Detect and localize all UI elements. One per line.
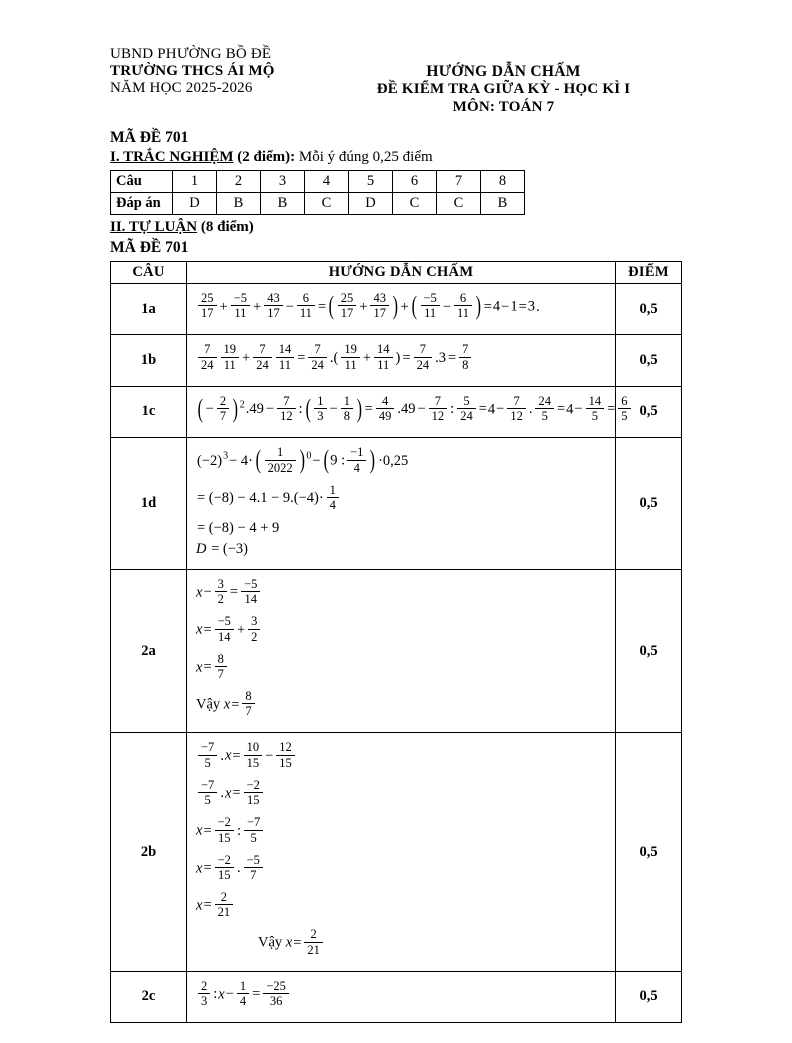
- table-row-questions: [111, 171, 525, 193]
- column-header-cau: CÂU: [111, 262, 187, 284]
- exam-code-2: MÃ ĐỀ 701: [110, 239, 189, 256]
- mc-answer-2: B: [217, 193, 261, 215]
- mc-question-6: 6: [393, 171, 437, 193]
- section-2-heading: [110, 219, 682, 236]
- math-expression-2b-line5: x= $\frac{2}{21}$: [196, 891, 609, 921]
- math-expression-2b-line3: x= $\frac{-2}{15}$ : $\frac{-7}{5}$: [196, 816, 609, 846]
- mc-question-2: 2: [217, 171, 261, 193]
- section-2-label: II. TỰ LUẬN: [110, 219, 198, 235]
- mc-answer-1: D: [173, 193, 217, 215]
- section-2-points: (8 điểm): [200, 219, 254, 235]
- math-expression-2a-line4: Vậy x= $\frac{8}{7}$: [196, 690, 609, 720]
- math-expression-1d-line4: D = (−3): [196, 541, 248, 558]
- table-row-answers: [111, 193, 525, 215]
- table-row: [111, 971, 682, 1022]
- mc-answer-8: B: [481, 193, 525, 215]
- math-expression-1b: $\frac{7}{24}$ $\frac{19}{11}$ + $\frac{7}{24}$ $\frac{14}{11}$ = $\frac{7}{24}$ .( $\frac{19}{11}$ + $\frac{14}{11}$ ) = $\frac{7}{24}$ .3 = $\frac{7}{8}$: [196, 343, 609, 373]
- section-1-heading: [110, 149, 682, 166]
- row-score-1c: 0,5: [616, 386, 682, 437]
- exam-title: ĐỀ KIỂM TRA GIỮA KỲ - HỌC KÌ I: [376, 81, 631, 97]
- row-score-1b: 0,5: [616, 335, 682, 386]
- math-expression-2c-line1: $\frac{2}{3}$ :x− $\frac{1}{4}$ = $\frac{-25}{36}$: [196, 980, 609, 1010]
- mc-answer-4: C: [305, 193, 349, 215]
- row-work-1c: [187, 386, 628, 437]
- section-1-label: I. TRẮC NGHIỆM: [110, 149, 234, 165]
- math-expression-2b-line2: $\frac{-7}{5}$ .x= $\frac{-2}{15}$: [196, 779, 609, 809]
- math-expression-2b-line6: Vậy x= $\frac{2}{21}$: [196, 928, 609, 958]
- row-score-1d: 0,5: [616, 438, 682, 570]
- math-expression-1d-line2: = (−8) − 4.1 − 9.(−4)· $\frac{1}{4}$: [196, 484, 609, 514]
- mc-question-7: 7: [437, 171, 481, 193]
- row-score-2a: 0,5: [616, 569, 682, 733]
- table-row: [111, 438, 682, 570]
- math-expression-2a-line1: x− $\frac{3}{2}$ = $\frac{-5}{14}$: [196, 578, 609, 608]
- exam-code: MÃ ĐỀ 701: [110, 129, 189, 146]
- school-name: TRƯỜNG THCS ÁI MỘ: [110, 63, 275, 79]
- mc-question-1: 1: [173, 171, 217, 193]
- grading-table: [110, 261, 682, 1023]
- table-row: [111, 284, 682, 335]
- ward-name: UBND PHƯỜNG BỒ ĐỀ: [110, 46, 272, 62]
- mc-answer-3: B: [261, 193, 305, 215]
- math-expression-2b-line1: $\frac{-7}{5}$ .x= $\frac{10}{15}$ − $\frac{12}{15}$: [196, 741, 609, 771]
- row-label-1c: 1c: [111, 386, 187, 437]
- table-row: [111, 569, 682, 733]
- row-work-2a: [187, 569, 616, 733]
- mc-question-4: 4: [305, 171, 349, 193]
- row-work-1a: [187, 284, 616, 335]
- row-work-1b: [187, 335, 616, 386]
- school-block: [110, 63, 325, 97]
- math-expression-1a: $\frac{25}{17}$ + $\frac{-5}{11}$ + $\frac{43}{17}$ − $\frac{6}{11}$ = ( $\frac{25}{17}$ + $\frac{43}{17}$ ) + ( $\frac{-5}{11}$ − $\frac{6}{11}$ ) =4−1=3.: [196, 292, 609, 322]
- math-expression-1d-line1: $(-2)^3- 4\cdot$ ( $\frac{1}{2022}$ ) $^0$− ( 9 : $\frac{-1}{4}$ ) ·0,25: [197, 444, 409, 475]
- row-score-1a: 0,5: [616, 284, 682, 335]
- row-score-2c: 0,5: [616, 971, 682, 1022]
- grading-table-header: [111, 262, 682, 284]
- mc-row-label-question: Câu: [111, 171, 173, 193]
- guide-title: HƯỚNG DẪN CHẤM: [426, 63, 581, 80]
- mc-answer-6: C: [393, 193, 437, 215]
- title-block: [325, 63, 682, 116]
- row-label-2b: 2b: [111, 733, 187, 971]
- header-row-1: [110, 63, 682, 116]
- math-expression-2a-line3: x= $\frac{8}{7}$: [196, 653, 609, 683]
- row-work-2b: [187, 733, 616, 971]
- column-header-diem: ĐIỂM: [616, 262, 682, 284]
- row-label-1b: 1b: [111, 335, 187, 386]
- table-row: [111, 386, 682, 437]
- row-work-2c: [187, 971, 616, 1022]
- school-year: NĂM HỌC 2025-2026: [110, 80, 253, 96]
- math-expression-2b-line4: x= $\frac{-2}{15}$ . $\frac{-5}{7}$: [196, 854, 609, 884]
- math-expression-1d-line3: = (−8) − 4 + 9: [197, 519, 280, 536]
- table-row: [111, 335, 682, 386]
- table-row: [111, 733, 682, 971]
- mc-answer-5: D: [349, 193, 393, 215]
- row-label-1d: 1d: [111, 438, 187, 570]
- column-header-huong-dan-cham: HƯỚNG DẪN CHẤM: [187, 262, 616, 284]
- multiple-choice-table: [110, 170, 525, 215]
- row-score-2b: 0,5: [616, 733, 682, 971]
- mc-question-3: 3: [261, 171, 305, 193]
- mc-row-label-answer: Đáp án: [111, 193, 173, 215]
- math-expression-2a-line2: x= $\frac{-5}{14}$ + $\frac{3}{2}$: [196, 615, 609, 645]
- mc-question-8: 8: [481, 171, 525, 193]
- row-label-1a: 1a: [111, 284, 187, 335]
- mc-question-5: 5: [349, 171, 393, 193]
- section-1-points: (2 điểm):: [237, 149, 296, 165]
- section-1-note: Mỗi ý đúng 0,25 điểm: [298, 149, 433, 165]
- row-work-1d: [187, 438, 616, 570]
- subject-title: MÔN: TOÁN 7: [452, 99, 555, 115]
- mc-answer-7: C: [437, 193, 481, 215]
- row-label-2a: 2a: [111, 569, 187, 733]
- row-label-2c: 2c: [111, 971, 187, 1022]
- math-expression-1c: ( − $\frac{2}{7}$ ) $^2$.49 − $\frac{7}{12}$ : ( $\frac{1}{3}$ − $\frac{1}{8}$ ) = $\frac{4}{49}$ .49 − $\frac{7}{12}$ : $\frac{5}{24}$ =4− $\frac{7}{12}$ . $\frac{24}{5}$ =4− $\frac{14}{5}$ = $\frac{6}{5}$: [196, 395, 609, 425]
